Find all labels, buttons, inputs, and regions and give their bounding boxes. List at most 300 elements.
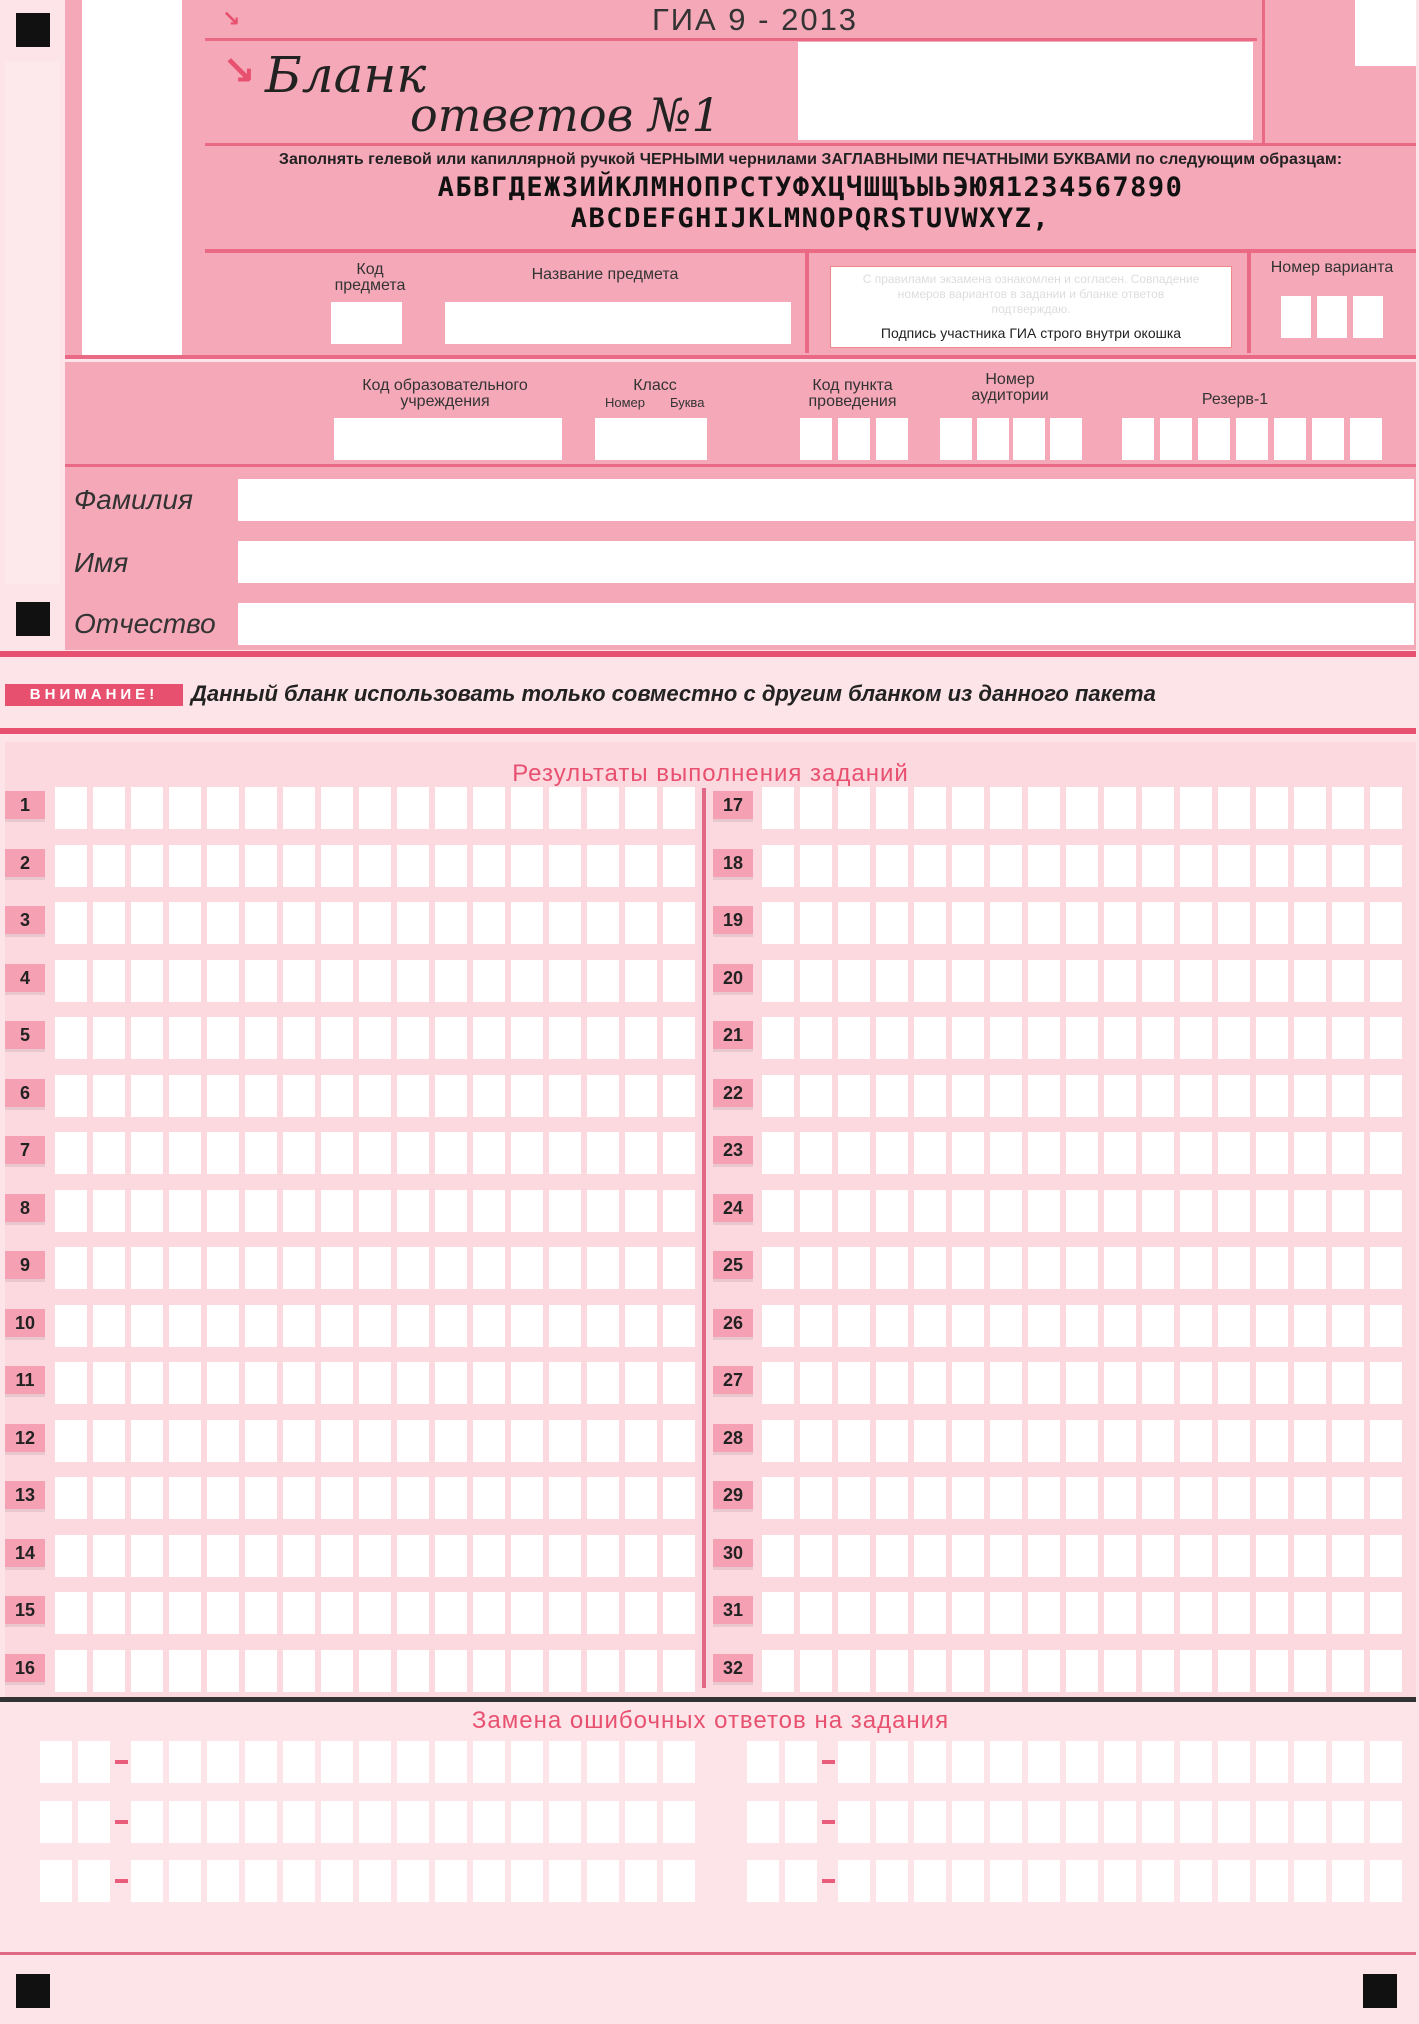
correction-right-answer-cell[interactable]: [1332, 1860, 1364, 1902]
correction-left-answer-cell[interactable]: [321, 1860, 353, 1902]
answer-cell[interactable]: [435, 1017, 467, 1059]
answer-cell[interactable]: [990, 845, 1022, 887]
correction-left-answer-cell[interactable]: [625, 1860, 657, 1902]
answer-cell[interactable]: [93, 787, 125, 829]
answer-cell[interactable]: [990, 787, 1022, 829]
answer-cell[interactable]: [283, 1650, 315, 1692]
answer-cell[interactable]: [207, 1017, 239, 1059]
correction-right-answer-cell[interactable]: [1180, 1741, 1212, 1783]
answer-cell[interactable]: [549, 960, 581, 1002]
answer-cell[interactable]: [1218, 1420, 1250, 1462]
answer-cell[interactable]: [245, 1420, 277, 1462]
answer-cell[interactable]: [397, 787, 429, 829]
answer-cell[interactable]: [283, 1305, 315, 1347]
answer-cell[interactable]: [1370, 1535, 1402, 1577]
answer-cell[interactable]: [914, 1190, 946, 1232]
answer-cell[interactable]: [473, 960, 505, 1002]
answer-cell[interactable]: [1180, 1477, 1212, 1519]
answer-cell[interactable]: [1180, 1535, 1212, 1577]
answer-cell[interactable]: [435, 1190, 467, 1232]
answer-cell[interactable]: [93, 1650, 125, 1692]
correction-left-answer-cell[interactable]: [359, 1801, 391, 1843]
answer-cell[interactable]: [321, 902, 353, 944]
answer-cell[interactable]: [952, 1420, 984, 1462]
answer-cell[interactable]: [283, 1247, 315, 1289]
answer-cell[interactable]: [914, 787, 946, 829]
answer-cell[interactable]: [473, 1075, 505, 1117]
answer-cell[interactable]: [800, 1362, 832, 1404]
answer-cell[interactable]: [397, 1420, 429, 1462]
correction-right-answer-cell[interactable]: [1370, 1801, 1402, 1843]
answer-cell[interactable]: [587, 1305, 619, 1347]
correction-left-answer-cell[interactable]: [663, 1741, 695, 1783]
answer-cell[interactable]: [1294, 1075, 1326, 1117]
correction-left-answer-cell[interactable]: [473, 1741, 505, 1783]
answer-cell[interactable]: [1332, 960, 1364, 1002]
answer-cell[interactable]: [1180, 902, 1212, 944]
answer-cell[interactable]: [435, 1132, 467, 1174]
correction-right-answer-cell[interactable]: [952, 1801, 984, 1843]
correction-left-answer-cell[interactable]: [283, 1801, 315, 1843]
answer-cell[interactable]: [55, 1132, 87, 1174]
answer-cell[interactable]: [800, 1650, 832, 1692]
answer-cell[interactable]: [1294, 1132, 1326, 1174]
answer-cell[interactable]: [800, 1132, 832, 1174]
answer-cell[interactable]: [762, 1190, 794, 1232]
correction-right-answer-cell[interactable]: [876, 1860, 908, 1902]
answer-cell[interactable]: [952, 1362, 984, 1404]
answer-cell[interactable]: [1180, 1190, 1212, 1232]
answer-cell[interactable]: [1104, 1017, 1136, 1059]
correction-right-task-number-cell[interactable]: [785, 1741, 817, 1783]
answer-cell[interactable]: [321, 1305, 353, 1347]
answer-cell[interactable]: [511, 1420, 543, 1462]
answer-cell[interactable]: [625, 1535, 657, 1577]
answer-cell[interactable]: [1028, 1247, 1060, 1289]
answer-cell[interactable]: [55, 1017, 87, 1059]
answer-cell[interactable]: [762, 960, 794, 1002]
correction-right-answer-cell[interactable]: [1066, 1860, 1098, 1902]
answer-cell[interactable]: [1104, 1420, 1136, 1462]
answer-cell[interactable]: [93, 1190, 125, 1232]
answer-cell[interactable]: [876, 1420, 908, 1462]
answer-cell[interactable]: [549, 1132, 581, 1174]
answer-cell[interactable]: [914, 1650, 946, 1692]
answer-cell[interactable]: [283, 1420, 315, 1462]
answer-cell[interactable]: [397, 1075, 429, 1117]
answer-cell[interactable]: [283, 1592, 315, 1634]
answer-cell[interactable]: [1294, 1650, 1326, 1692]
answer-cell[interactable]: [914, 845, 946, 887]
correction-right-answer-cell[interactable]: [838, 1801, 870, 1843]
answer-cell[interactable]: [1256, 1017, 1288, 1059]
answer-cell[interactable]: [511, 787, 543, 829]
correction-left-answer-cell[interactable]: [549, 1741, 581, 1783]
answer-cell[interactable]: [55, 1592, 87, 1634]
answer-cell[interactable]: [283, 1075, 315, 1117]
answer-cell[interactable]: [321, 1592, 353, 1634]
answer-cell[interactable]: [1294, 1017, 1326, 1059]
answer-cell[interactable]: [1294, 960, 1326, 1002]
answer-cell[interactable]: [1294, 1420, 1326, 1462]
answer-cell[interactable]: [1180, 1075, 1212, 1117]
answer-cell[interactable]: [245, 1362, 277, 1404]
answer-cell[interactable]: [1370, 845, 1402, 887]
answer-cell[interactable]: [435, 1420, 467, 1462]
answer-cell[interactable]: [549, 1075, 581, 1117]
answer-cell[interactable]: [1142, 1075, 1174, 1117]
reserve-cell-7[interactable]: [1350, 418, 1382, 460]
answer-cell[interactable]: [587, 1075, 619, 1117]
answer-cell[interactable]: [169, 787, 201, 829]
answer-cell[interactable]: [914, 960, 946, 1002]
answer-cell[interactable]: [283, 1190, 315, 1232]
answer-cell[interactable]: [1066, 1650, 1098, 1692]
answer-cell[interactable]: [625, 1650, 657, 1692]
answer-cell[interactable]: [549, 1017, 581, 1059]
answer-cell[interactable]: [245, 1477, 277, 1519]
correction-right-task-number-cell[interactable]: [785, 1860, 817, 1902]
correction-right-task-number-cell[interactable]: [785, 1801, 817, 1843]
answer-cell[interactable]: [762, 1477, 794, 1519]
answer-cell[interactable]: [587, 960, 619, 1002]
correction-right-answer-cell[interactable]: [1066, 1801, 1098, 1843]
answer-cell[interactable]: [838, 1132, 870, 1174]
answer-cell[interactable]: [625, 1477, 657, 1519]
answer-cell[interactable]: [359, 1535, 391, 1577]
room-cell-4[interactable]: [1050, 418, 1082, 460]
answer-cell[interactable]: [93, 960, 125, 1002]
answer-cell[interactable]: [435, 845, 467, 887]
answer-cell[interactable]: [359, 1075, 391, 1117]
answer-cell[interactable]: [93, 1017, 125, 1059]
answer-cell[interactable]: [914, 1420, 946, 1462]
correction-left-answer-cell[interactable]: [435, 1741, 467, 1783]
answer-cell[interactable]: [283, 845, 315, 887]
answer-cell[interactable]: [625, 1362, 657, 1404]
answer-cell[interactable]: [1142, 1592, 1174, 1634]
point-code-cell-3[interactable]: [876, 418, 908, 460]
class-input[interactable]: [595, 418, 707, 460]
answer-cell[interactable]: [435, 1592, 467, 1634]
answer-cell[interactable]: [397, 1592, 429, 1634]
answer-cell[interactable]: [1370, 1247, 1402, 1289]
answer-cell[interactable]: [93, 1592, 125, 1634]
correction-right-answer-cell[interactable]: [914, 1860, 946, 1902]
answer-cell[interactable]: [876, 1247, 908, 1289]
answer-cell[interactable]: [876, 1132, 908, 1174]
answer-cell[interactable]: [1370, 1650, 1402, 1692]
answer-cell[interactable]: [245, 845, 277, 887]
answer-cell[interactable]: [1256, 1247, 1288, 1289]
answer-cell[interactable]: [1256, 1305, 1288, 1347]
correction-right-answer-cell[interactable]: [1028, 1741, 1060, 1783]
answer-cell[interactable]: [435, 1650, 467, 1692]
correction-right-answer-cell[interactable]: [1256, 1741, 1288, 1783]
answer-cell[interactable]: [838, 1247, 870, 1289]
answer-cell[interactable]: [990, 1592, 1022, 1634]
answer-cell[interactable]: [1028, 1592, 1060, 1634]
answer-cell[interactable]: [283, 902, 315, 944]
correction-right-answer-cell[interactable]: [1332, 1801, 1364, 1843]
answer-cell[interactable]: [1142, 1420, 1174, 1462]
answer-cell[interactable]: [435, 1075, 467, 1117]
answer-cell[interactable]: [473, 1592, 505, 1634]
subject-code-input[interactable]: [331, 302, 402, 344]
answer-cell[interactable]: [1332, 1305, 1364, 1347]
answer-cell[interactable]: [511, 1477, 543, 1519]
answer-cell[interactable]: [55, 787, 87, 829]
answer-cell[interactable]: [990, 1247, 1022, 1289]
answer-cell[interactable]: [625, 1305, 657, 1347]
answer-cell[interactable]: [1104, 1305, 1136, 1347]
correction-right-answer-cell[interactable]: [914, 1741, 946, 1783]
variant-cell-1[interactable]: [1281, 296, 1311, 338]
answer-cell[interactable]: [55, 1477, 87, 1519]
answer-cell[interactable]: [283, 1477, 315, 1519]
correction-left-answer-cell[interactable]: [321, 1741, 353, 1783]
answer-cell[interactable]: [838, 1650, 870, 1692]
answer-cell[interactable]: [359, 1247, 391, 1289]
correction-left-answer-cell[interactable]: [207, 1741, 239, 1783]
answer-cell[interactable]: [169, 1362, 201, 1404]
answer-cell[interactable]: [800, 1477, 832, 1519]
answer-cell[interactable]: [663, 1535, 695, 1577]
answer-cell[interactable]: [245, 1075, 277, 1117]
answer-cell[interactable]: [1066, 845, 1098, 887]
answer-cell[interactable]: [131, 845, 163, 887]
point-code-cell-2[interactable]: [838, 418, 870, 460]
answer-cell[interactable]: [55, 845, 87, 887]
answer-cell[interactable]: [435, 1247, 467, 1289]
answer-cell[interactable]: [663, 1592, 695, 1634]
answer-cell[interactable]: [876, 1535, 908, 1577]
answer-cell[interactable]: [1218, 1247, 1250, 1289]
answer-cell[interactable]: [952, 1247, 984, 1289]
answer-cell[interactable]: [1028, 1362, 1060, 1404]
correction-left-answer-cell[interactable]: [625, 1741, 657, 1783]
answer-cell[interactable]: [914, 1535, 946, 1577]
correction-right-answer-cell[interactable]: [990, 1801, 1022, 1843]
correction-right-answer-cell[interactable]: [1104, 1741, 1136, 1783]
answer-cell[interactable]: [549, 1592, 581, 1634]
answer-cell[interactable]: [1218, 1477, 1250, 1519]
answer-cell[interactable]: [838, 787, 870, 829]
answer-cell[interactable]: [473, 1017, 505, 1059]
correction-left-answer-cell[interactable]: [587, 1860, 619, 1902]
answer-cell[interactable]: [876, 1650, 908, 1692]
answer-cell[interactable]: [800, 1075, 832, 1117]
answer-cell[interactable]: [321, 1650, 353, 1692]
answer-cell[interactable]: [1028, 845, 1060, 887]
answer-cell[interactable]: [359, 1420, 391, 1462]
answer-cell[interactable]: [1218, 1650, 1250, 1692]
answer-cell[interactable]: [800, 960, 832, 1002]
answer-cell[interactable]: [549, 1650, 581, 1692]
answer-cell[interactable]: [1104, 1477, 1136, 1519]
answer-cell[interactable]: [1180, 1017, 1212, 1059]
answer-cell[interactable]: [473, 1535, 505, 1577]
correction-left-answer-cell[interactable]: [359, 1860, 391, 1902]
correction-left-answer-cell[interactable]: [245, 1801, 277, 1843]
answer-cell[interactable]: [131, 902, 163, 944]
answer-cell[interactable]: [131, 1305, 163, 1347]
answer-cell[interactable]: [952, 1305, 984, 1347]
answer-cell[interactable]: [169, 1477, 201, 1519]
answer-cell[interactable]: [169, 1650, 201, 1692]
answer-cell[interactable]: [1066, 1305, 1098, 1347]
answer-cell[interactable]: [283, 1535, 315, 1577]
answer-cell[interactable]: [587, 1650, 619, 1692]
correction-right-answer-cell[interactable]: [1028, 1801, 1060, 1843]
surname-input[interactable]: [238, 479, 1414, 521]
reserve-cell-2[interactable]: [1160, 418, 1192, 460]
answer-cell[interactable]: [55, 1362, 87, 1404]
correction-right-answer-cell[interactable]: [838, 1860, 870, 1902]
answer-cell[interactable]: [1104, 1132, 1136, 1174]
answer-cell[interactable]: [1180, 1650, 1212, 1692]
answer-cell[interactable]: [587, 1362, 619, 1404]
answer-cell[interactable]: [625, 1420, 657, 1462]
answer-cell[interactable]: [1332, 1535, 1364, 1577]
correction-right-answer-cell[interactable]: [1294, 1741, 1326, 1783]
answer-cell[interactable]: [207, 1650, 239, 1692]
answer-cell[interactable]: [131, 1362, 163, 1404]
answer-cell[interactable]: [321, 787, 353, 829]
answer-cell[interactable]: [397, 1650, 429, 1692]
answer-cell[interactable]: [1218, 1075, 1250, 1117]
answer-cell[interactable]: [800, 1017, 832, 1059]
answer-cell[interactable]: [1028, 1017, 1060, 1059]
correction-left-answer-cell[interactable]: [131, 1741, 163, 1783]
answer-cell[interactable]: [1142, 1535, 1174, 1577]
answer-cell[interactable]: [359, 787, 391, 829]
answer-cell[interactable]: [625, 960, 657, 1002]
answer-cell[interactable]: [1142, 1362, 1174, 1404]
answer-cell[interactable]: [283, 787, 315, 829]
answer-cell[interactable]: [397, 845, 429, 887]
answer-cell[interactable]: [1332, 1362, 1364, 1404]
answer-cell[interactable]: [876, 1190, 908, 1232]
answer-cell[interactable]: [359, 845, 391, 887]
answer-cell[interactable]: [762, 902, 794, 944]
variant-cell-2[interactable]: [1317, 296, 1347, 338]
answer-cell[interactable]: [876, 960, 908, 1002]
answer-cell[interactable]: [1370, 902, 1402, 944]
answer-cell[interactable]: [762, 1535, 794, 1577]
answer-cell[interactable]: [473, 845, 505, 887]
answer-cell[interactable]: [914, 902, 946, 944]
answer-cell[interactable]: [876, 1362, 908, 1404]
answer-cell[interactable]: [914, 1477, 946, 1519]
correction-left-answer-cell[interactable]: [549, 1801, 581, 1843]
answer-cell[interactable]: [245, 1535, 277, 1577]
answer-cell[interactable]: [1066, 787, 1098, 829]
answer-cell[interactable]: [1028, 787, 1060, 829]
school-code-input[interactable]: [334, 418, 562, 460]
room-cell-2[interactable]: [977, 418, 1009, 460]
answer-cell[interactable]: [435, 1305, 467, 1347]
answer-cell[interactable]: [990, 1075, 1022, 1117]
answer-cell[interactable]: [1218, 1132, 1250, 1174]
answer-cell[interactable]: [93, 1075, 125, 1117]
answer-cell[interactable]: [1332, 1592, 1364, 1634]
correction-left-answer-cell[interactable]: [435, 1860, 467, 1902]
answer-cell[interactable]: [283, 1132, 315, 1174]
answer-cell[interactable]: [1256, 1190, 1288, 1232]
answer-cell[interactable]: [1142, 1190, 1174, 1232]
answer-cell[interactable]: [131, 1075, 163, 1117]
answer-cell[interactable]: [131, 1190, 163, 1232]
answer-cell[interactable]: [1104, 1247, 1136, 1289]
correction-left-answer-cell[interactable]: [245, 1741, 277, 1783]
answer-cell[interactable]: [1104, 1535, 1136, 1577]
answer-cell[interactable]: [762, 1362, 794, 1404]
answer-cell[interactable]: [1066, 1075, 1098, 1117]
correction-right-task-number-cell[interactable]: [747, 1741, 779, 1783]
answer-cell[interactable]: [1370, 1017, 1402, 1059]
answer-cell[interactable]: [93, 902, 125, 944]
answer-cell[interactable]: [1294, 1362, 1326, 1404]
answer-cell[interactable]: [55, 1535, 87, 1577]
answer-cell[interactable]: [321, 1075, 353, 1117]
answer-cell[interactable]: [131, 1535, 163, 1577]
correction-left-answer-cell[interactable]: [131, 1860, 163, 1902]
answer-cell[interactable]: [435, 1535, 467, 1577]
answer-cell[interactable]: [511, 1535, 543, 1577]
answer-cell[interactable]: [321, 1362, 353, 1404]
answer-cell[interactable]: [838, 902, 870, 944]
correction-right-answer-cell[interactable]: [1142, 1801, 1174, 1843]
answer-cell[interactable]: [245, 787, 277, 829]
answer-cell[interactable]: [55, 902, 87, 944]
answer-cell[interactable]: [1180, 787, 1212, 829]
answer-cell[interactable]: [359, 1477, 391, 1519]
answer-cell[interactable]: [914, 1132, 946, 1174]
correction-right-answer-cell[interactable]: [838, 1741, 870, 1783]
answer-cell[interactable]: [1028, 1650, 1060, 1692]
answer-cell[interactable]: [549, 787, 581, 829]
answer-cell[interactable]: [1370, 787, 1402, 829]
name-input[interactable]: [238, 541, 1414, 583]
correction-right-answer-cell[interactable]: [1180, 1860, 1212, 1902]
correction-left-answer-cell[interactable]: [663, 1801, 695, 1843]
answer-cell[interactable]: [473, 1132, 505, 1174]
answer-cell[interactable]: [169, 1075, 201, 1117]
answer-cell[interactable]: [397, 1132, 429, 1174]
answer-cell[interactable]: [663, 1247, 695, 1289]
answer-cell[interactable]: [1028, 1075, 1060, 1117]
answer-cell[interactable]: [876, 902, 908, 944]
correction-left-answer-cell[interactable]: [169, 1801, 201, 1843]
answer-cell[interactable]: [169, 845, 201, 887]
answer-cell[interactable]: [1218, 1592, 1250, 1634]
answer-cell[interactable]: [1066, 1592, 1098, 1634]
answer-cell[interactable]: [473, 902, 505, 944]
answer-cell[interactable]: [587, 787, 619, 829]
answer-cell[interactable]: [1294, 902, 1326, 944]
answer-cell[interactable]: [663, 1132, 695, 1174]
answer-cell[interactable]: [876, 1017, 908, 1059]
correction-left-answer-cell[interactable]: [321, 1801, 353, 1843]
correction-left-answer-cell[interactable]: [207, 1801, 239, 1843]
answer-cell[interactable]: [207, 787, 239, 829]
answer-cell[interactable]: [1218, 902, 1250, 944]
answer-cell[interactable]: [207, 960, 239, 1002]
answer-cell[interactable]: [663, 1017, 695, 1059]
answer-cell[interactable]: [321, 1535, 353, 1577]
answer-cell[interactable]: [245, 1247, 277, 1289]
